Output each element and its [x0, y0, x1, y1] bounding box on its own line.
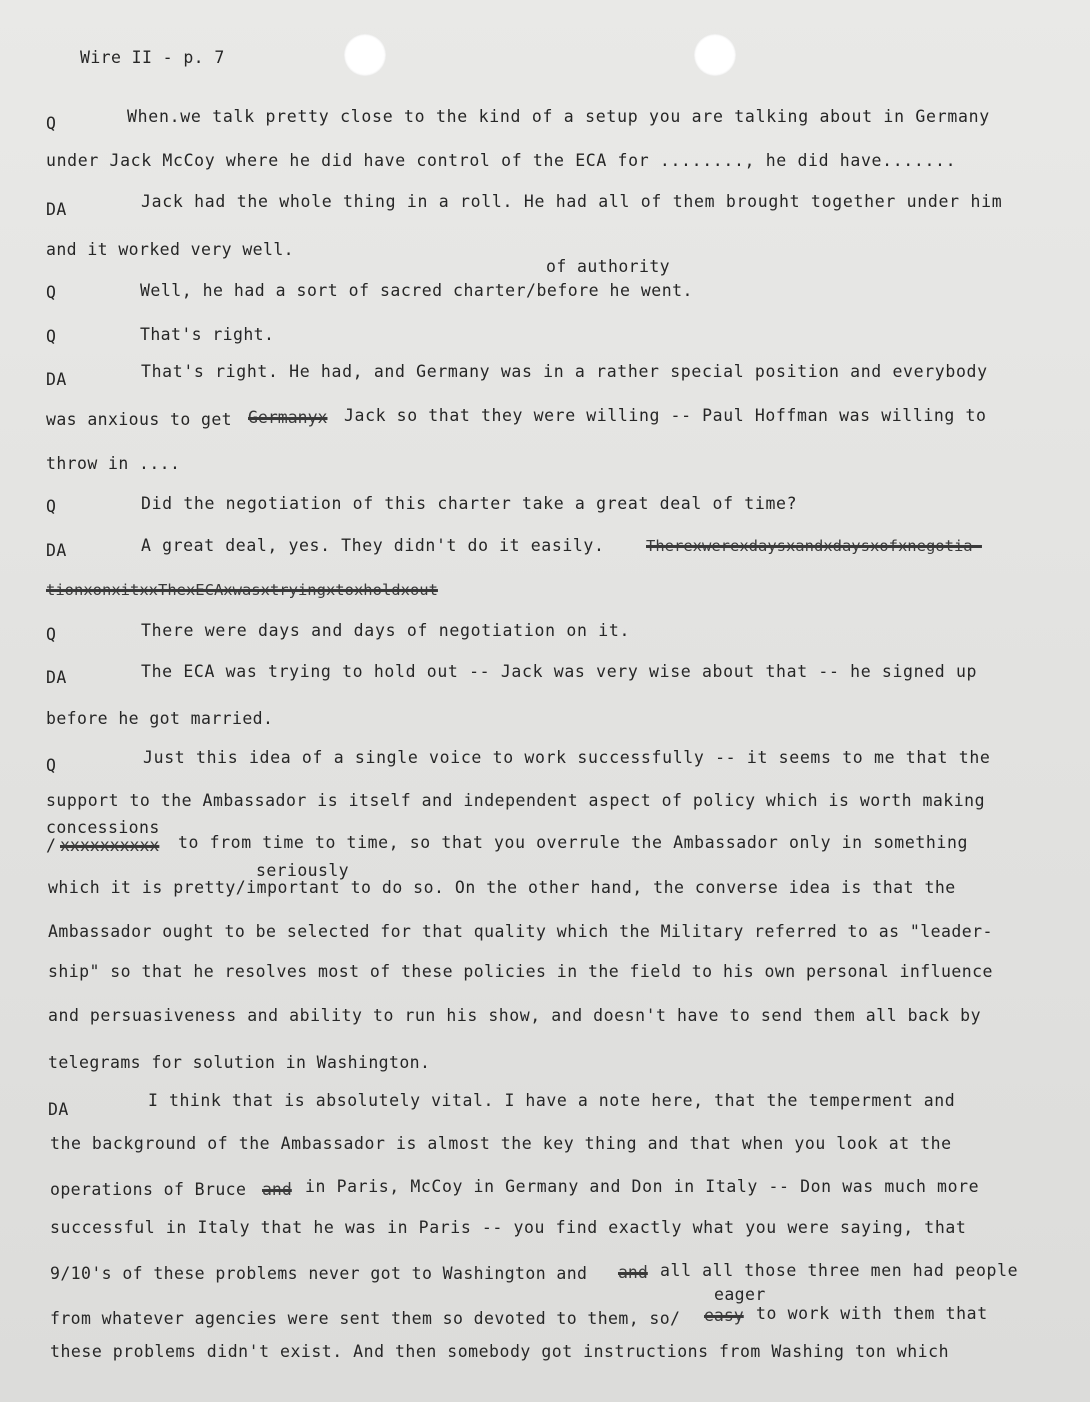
struck-text: and [262, 1180, 292, 1199]
transcript-line: all all those three men had people [660, 1261, 1019, 1280]
handwritten-insert: seriously [256, 861, 350, 880]
speaker-label: DA [46, 370, 67, 389]
transcript-line: A great deal, yes. They didn't do it easily. [141, 536, 605, 555]
struck-text: xxxxxxxxxx [60, 836, 160, 855]
insert-mark: / [46, 836, 57, 855]
speaker-label: Q [46, 283, 57, 302]
transcript-line: Well, he had a sort of sacred charter/before he went. [140, 281, 693, 300]
transcript-line: to from time to time, so that you overrule the Ambassador only in something [178, 833, 969, 852]
transcript-line: That's right. [140, 325, 275, 344]
transcript-line: Jack so that they were willing -- Paul Hoffman was willing to [344, 406, 987, 425]
transcript-line: 9/10's of these problems never got to Washington and [50, 1264, 588, 1283]
transcript-line: under Jack McCoy where he did have control of the ECA for ........, he did have....... [46, 151, 957, 170]
transcript-line: The ECA was trying to hold out -- Jack was very wise about that -- he signed up [141, 662, 978, 681]
page-label: Wire II - p. 7 [80, 48, 225, 67]
handwritten-insert: eager [714, 1285, 766, 1304]
speaker-label: DA [46, 200, 67, 219]
handwritten-insert: of authority [546, 257, 671, 276]
transcript-line: I think that is absolutely vital. I have a note here, that the temperment and [148, 1091, 956, 1110]
speaker-label: DA [46, 668, 67, 687]
transcript-line: and persuasiveness and ability to run his show, and doesn't have to send them all back by [48, 1006, 982, 1025]
speaker-label: Q [46, 327, 57, 346]
struck-text: Therexwerexdaysxandxdaysxofxnegotia- [646, 537, 982, 555]
punch-hole-right [694, 34, 736, 76]
transcript-line: When.we talk pretty close to the kind of a setup you are talking about in Germany [127, 107, 990, 126]
transcript-line: Did the negotiation of this charter take a great deal of time? [141, 494, 798, 513]
transcript-line: in Paris, McCoy in Germany and Don in Italy -- Don was much more [305, 1177, 980, 1196]
transcript-line: from whatever agencies were sent them so devoted to them, so/ [50, 1309, 681, 1328]
transcript-line: Just this idea of a single voice to work successfully -- it seems to me that the [143, 748, 991, 767]
transcript-line: support to the Ambassador is itself and independent aspect of policy which is worth making [46, 791, 986, 810]
transcript-line: telegrams for solution in Washington. [48, 1053, 431, 1072]
struck-text: Germanyx [248, 408, 328, 427]
speaker-label: DA [46, 541, 67, 560]
transcript-line: There were days and days of negotiation on it. [141, 621, 631, 640]
transcript-line: before he got married. [46, 709, 274, 728]
struck-text: and [618, 1263, 648, 1282]
transcript-line: ship" so that he resolves most of these policies in the field to his own personal influence [48, 962, 993, 981]
punch-hole-left [344, 34, 386, 76]
speaker-label: DA [48, 1100, 69, 1119]
transcript-line: which it is pretty/important to do so. On the other hand, the converse idea is that the [48, 878, 956, 897]
transcript-line: to work with them that [756, 1304, 988, 1323]
transcript-line: successful in Italy that he was in Paris -- you find exactly what you were saying, that [50, 1218, 967, 1237]
transcript-line: That's right. He had, and Germany was in a rather special position and everybody [141, 362, 988, 381]
speaker-label: Q [46, 497, 57, 516]
struck-text: tionxonxitxxThexECAxwasxtryingxtoxholdxout [46, 581, 438, 599]
transcript-line: Jack had the whole thing in a roll. He had all of them brought together under him [141, 192, 1003, 211]
transcript-line: the background of the Ambassador is almost the key thing and that when you look at the [50, 1134, 952, 1153]
speaker-label: Q [46, 114, 57, 133]
transcript-line: these problems didn't exist. And then somebody got instructions from Washing ton which [50, 1342, 950, 1361]
transcript-line: operations of Bruce [50, 1180, 247, 1199]
handwritten-insert: concessions [46, 818, 160, 837]
transcript-line: and it worked very well. [46, 240, 295, 259]
speaker-label: Q [46, 625, 57, 644]
struck-text: easy [704, 1306, 744, 1325]
transcript-line: throw in .... [46, 454, 181, 473]
speaker-label: Q [46, 756, 57, 775]
transcript-line: Ambassador ought to be selected for that quality which the Military referred to as "leader- [48, 922, 993, 941]
transcript-line: was anxious to get [46, 410, 233, 429]
